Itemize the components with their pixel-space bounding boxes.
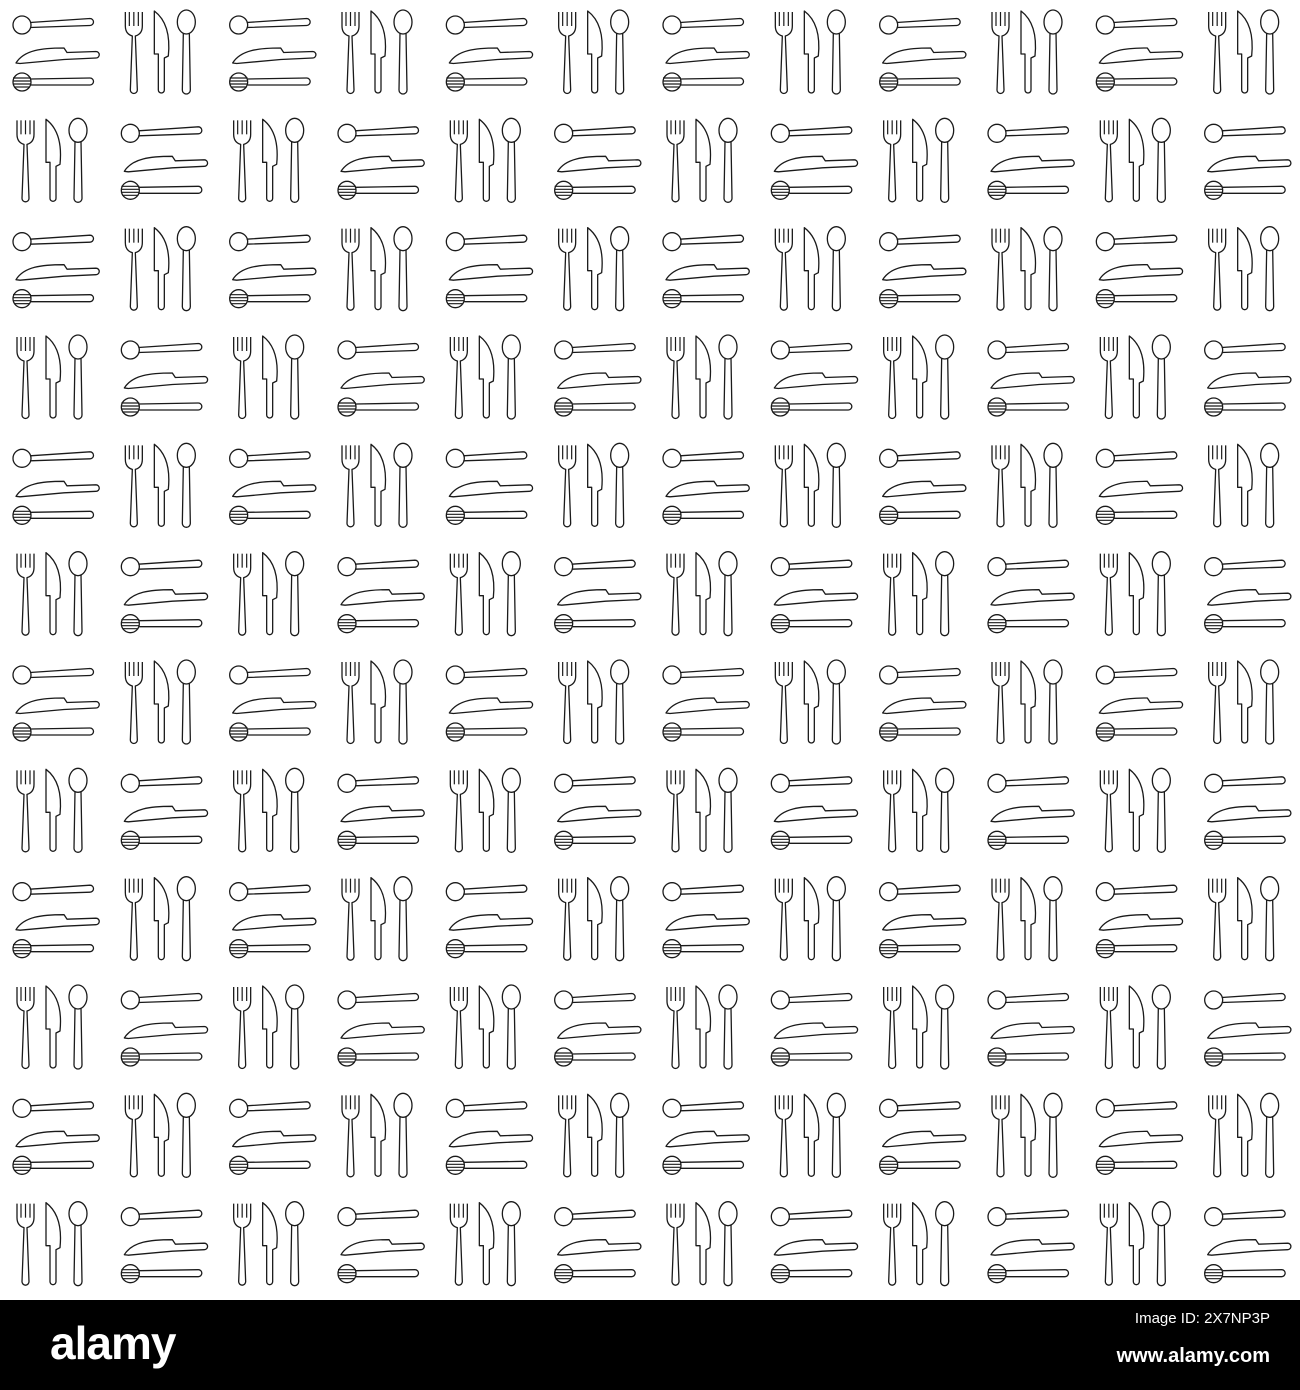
cutlery-tile-horizontal <box>663 233 749 308</box>
cutlery-tile-horizontal <box>338 341 424 416</box>
cutlery-tile-vertical <box>17 768 87 852</box>
cutlery-tile-vertical <box>775 10 845 94</box>
cutlery-tile-vertical <box>992 1093 1062 1177</box>
cutlery-tile-vertical <box>1100 552 1170 636</box>
cutlery-tile-vertical <box>1100 1202 1170 1286</box>
cutlery-tile-horizontal <box>555 774 641 849</box>
cutlery-tile-horizontal <box>555 558 641 633</box>
cutlery-tile-vertical <box>17 1202 87 1286</box>
cutlery-tile-horizontal <box>230 233 316 308</box>
cutlery-tile-vertical <box>125 227 195 311</box>
cutlery-tile-horizontal <box>1096 1099 1182 1174</box>
cutlery-tile-vertical <box>775 660 845 744</box>
cutlery-tile-vertical <box>234 552 304 636</box>
cutlery-tile-vertical <box>884 335 954 419</box>
cutlery-tile-horizontal <box>338 774 424 849</box>
cutlery-tile-vertical <box>234 335 304 419</box>
cutlery-tile-horizontal <box>121 1208 207 1283</box>
cutlery-tile-vertical <box>450 1202 520 1286</box>
cutlery-tile-vertical <box>17 985 87 1069</box>
cutlery-tile-vertical <box>342 10 412 94</box>
cutlery-tile-horizontal <box>988 774 1074 849</box>
cutlery-tile-vertical <box>125 10 195 94</box>
cutlery-tile-vertical <box>992 227 1062 311</box>
cutlery-tile-horizontal <box>988 124 1074 199</box>
cutlery-tile-vertical <box>884 985 954 1069</box>
cutlery-tile-horizontal <box>1205 558 1291 633</box>
cutlery-tile-horizontal <box>13 1099 99 1174</box>
cutlery-tile-vertical <box>342 227 412 311</box>
cutlery-tile-vertical <box>992 10 1062 94</box>
cutlery-tile-vertical <box>1209 877 1279 961</box>
cutlery-tile-horizontal <box>880 1099 966 1174</box>
cutlery-tile-vertical <box>17 335 87 419</box>
cutlery-tile-vertical <box>884 768 954 852</box>
cutlery-tile-horizontal <box>663 1099 749 1174</box>
cutlery-tile-vertical <box>559 1093 629 1177</box>
cutlery-tile-vertical <box>775 877 845 961</box>
cutlery-tile-horizontal <box>121 341 207 416</box>
cutlery-tile-horizontal <box>771 558 857 633</box>
cutlery-tile-horizontal <box>121 991 207 1066</box>
cutlery-tile-horizontal <box>988 558 1074 633</box>
cutlery-tile-vertical <box>667 1202 737 1286</box>
cutlery-tile-horizontal <box>988 991 1074 1066</box>
cutlery-tile-horizontal <box>771 991 857 1066</box>
cutlery-tile-horizontal <box>446 233 532 308</box>
cutlery-tile-horizontal <box>1205 341 1291 416</box>
cutlery-tile-vertical <box>125 443 195 527</box>
cutlery-tile-vertical <box>450 335 520 419</box>
cutlery-tile-horizontal <box>663 666 749 741</box>
cutlery-tile-vertical <box>559 10 629 94</box>
cutlery-tile-vertical <box>1100 118 1170 202</box>
image-id-label: Image ID: 2X7NP3P <box>1134 1310 1270 1327</box>
cutlery-tile-horizontal <box>663 883 749 958</box>
cutlery-tile-horizontal <box>771 1208 857 1283</box>
cutlery-tile-vertical <box>559 443 629 527</box>
cutlery-tile-horizontal <box>1205 124 1291 199</box>
cutlery-tile-horizontal <box>1096 233 1182 308</box>
cutlery-tile-vertical <box>125 660 195 744</box>
cutlery-tile-horizontal <box>230 666 316 741</box>
footer-bar <box>0 1300 1300 1390</box>
cutlery-tile-horizontal <box>771 124 857 199</box>
cutlery-tile-horizontal <box>880 883 966 958</box>
cutlery-tile-vertical <box>342 443 412 527</box>
cutlery-tile-vertical <box>17 552 87 636</box>
cutlery-tile-horizontal <box>13 666 99 741</box>
cutlery-tile-horizontal <box>771 774 857 849</box>
cutlery-tile-horizontal <box>338 1208 424 1283</box>
cutlery-tile-vertical <box>667 552 737 636</box>
cutlery-tile-vertical <box>559 877 629 961</box>
cutlery-tile-vertical <box>667 335 737 419</box>
cutlery-tile-vertical <box>234 1202 304 1286</box>
cutlery-tile-horizontal <box>446 449 532 524</box>
cutlery-tile-vertical <box>234 768 304 852</box>
cutlery-tile-vertical <box>775 227 845 311</box>
cutlery-tile-horizontal <box>555 991 641 1066</box>
cutlery-tile-horizontal <box>13 883 99 958</box>
cutlery-tile-horizontal <box>771 341 857 416</box>
cutlery-tile-vertical <box>1209 660 1279 744</box>
cutlery-tile-horizontal <box>1096 16 1182 91</box>
cutlery-tile-vertical <box>125 1093 195 1177</box>
cutlery-tile-horizontal <box>555 341 641 416</box>
cutlery-tile-horizontal <box>880 233 966 308</box>
cutlery-tile-horizontal <box>663 449 749 524</box>
cutlery-tile-vertical <box>234 118 304 202</box>
cutlery-tile-horizontal <box>1205 991 1291 1066</box>
cutlery-tile-horizontal <box>1096 883 1182 958</box>
cutlery-tile-vertical <box>342 1093 412 1177</box>
cutlery-tile-vertical <box>342 660 412 744</box>
cutlery-tile-horizontal <box>880 666 966 741</box>
alamy-logo: alamy <box>50 1317 176 1369</box>
cutlery-tile-horizontal <box>338 124 424 199</box>
cutlery-tile-horizontal <box>1096 666 1182 741</box>
cutlery-tile-vertical <box>1100 985 1170 1069</box>
cutlery-tile-vertical <box>1209 1093 1279 1177</box>
cutlery-tile-horizontal <box>1205 774 1291 849</box>
cutlery-tile-horizontal <box>338 991 424 1066</box>
cutlery-tile-vertical <box>667 118 737 202</box>
cutlery-tile-horizontal <box>880 449 966 524</box>
cutlery-tile-horizontal <box>121 124 207 199</box>
cutlery-tile-vertical <box>559 227 629 311</box>
cutlery-tile-vertical <box>450 985 520 1069</box>
cutlery-tile-horizontal <box>988 341 1074 416</box>
cutlery-tile-vertical <box>775 1093 845 1177</box>
cutlery-tile-vertical <box>559 660 629 744</box>
cutlery-tile-horizontal <box>13 233 99 308</box>
cutlery-tile-horizontal <box>230 883 316 958</box>
cutlery-tile-vertical <box>992 443 1062 527</box>
cutlery-tile-vertical <box>450 552 520 636</box>
cutlery-tile-vertical <box>992 877 1062 961</box>
cutlery-tile-vertical <box>667 768 737 852</box>
cutlery-tile-vertical <box>1209 443 1279 527</box>
cutlery-tile-vertical <box>342 877 412 961</box>
cutlery-tile-horizontal <box>555 1208 641 1283</box>
cutlery-tile-horizontal <box>1205 1208 1291 1283</box>
cutlery-tile-vertical <box>1100 768 1170 852</box>
cutlery-tile-vertical <box>667 985 737 1069</box>
cutlery-tile-vertical <box>1209 227 1279 311</box>
cutlery-tile-horizontal <box>13 449 99 524</box>
cutlery-tile-horizontal <box>663 16 749 91</box>
cutlery-tile-vertical <box>450 768 520 852</box>
cutlery-tile-horizontal <box>13 16 99 91</box>
cutlery-tile-vertical <box>884 1202 954 1286</box>
cutlery-tile-horizontal <box>446 666 532 741</box>
cutlery-tile-vertical <box>17 118 87 202</box>
cutlery-tile-vertical <box>992 660 1062 744</box>
cutlery-tile-horizontal <box>446 16 532 91</box>
cutlery-tile-horizontal <box>230 16 316 91</box>
cutlery-tile-horizontal <box>988 1208 1074 1283</box>
cutlery-tile-vertical <box>450 118 520 202</box>
cutlery-tile-horizontal <box>446 1099 532 1174</box>
cutlery-tile-horizontal <box>446 883 532 958</box>
cutlery-tile-vertical <box>125 877 195 961</box>
cutlery-tile-horizontal <box>121 558 207 633</box>
cutlery-tile-horizontal <box>338 558 424 633</box>
cutlery-tile-horizontal <box>121 774 207 849</box>
cutlery-tile-vertical <box>1100 335 1170 419</box>
cutlery-tile-vertical <box>234 985 304 1069</box>
cutlery-tile-horizontal <box>880 16 966 91</box>
cutlery-tile-horizontal <box>555 124 641 199</box>
cutlery-tile-horizontal <box>1096 449 1182 524</box>
cutlery-tile-horizontal <box>230 1099 316 1174</box>
cutlery-tile-vertical <box>884 552 954 636</box>
cutlery-tile-vertical <box>884 118 954 202</box>
cutlery-tile-vertical <box>775 443 845 527</box>
cutlery-tile-horizontal <box>230 449 316 524</box>
cutlery-tile-vertical <box>1209 10 1279 94</box>
stock-url-label: www.alamy.com <box>1116 1345 1270 1367</box>
